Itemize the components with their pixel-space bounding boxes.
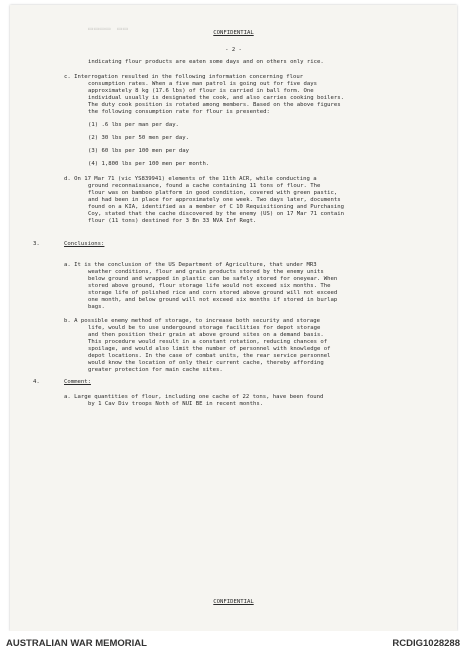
archive-id: RCDIG1028288	[392, 638, 460, 649]
text-line: life, would be to use undergound storage facilities for depot storage	[88, 325, 321, 331]
text-line: would know the location of only their current cache, thereby affording	[88, 360, 324, 366]
text-line: consumption rates. When a five man patrol is going out for five days	[88, 81, 318, 87]
text-line: indicating flour products are eaten some days and on others only rice.	[88, 59, 324, 65]
text-line: and then position their grain at above ground sites on a demand basis.	[88, 332, 324, 338]
text-line: storage life of polished rice and corn stored above ground will not exceed	[88, 290, 338, 296]
text-line: spoilage, and would also limit the number of personnel with knowledge of	[88, 346, 331, 352]
text-line: depot locations. In the case of combat units, the rear service personnel	[88, 353, 331, 359]
footer-classification: CONFIDENTIAL	[213, 599, 254, 605]
text-line: This procedure would result in a constant rotation, reducing chances of	[88, 339, 328, 345]
text-line: (2) 30 lbs per 50 men per day.	[88, 135, 190, 141]
section-number: 3.	[33, 241, 40, 247]
page-number: - 2 -	[225, 47, 242, 53]
text-line: by 1 Cav Div troops Noth of NUI BE in recent months.	[88, 401, 264, 407]
archive-watermark-bar	[0, 631, 467, 654]
text-line: (1) .6 lbs per man per day.	[88, 122, 179, 128]
archive-name: AUSTRALIAN WAR MEMORIAL	[6, 638, 147, 649]
text-line: the following consumption rate for flour is presented:	[88, 109, 270, 115]
text-line: flour (11 tons) destined for 3 Bn 33 NVA Inf Regt.	[88, 218, 257, 224]
text-line: individual usually is designated the cook, and also carries cooking boilers.	[88, 95, 344, 101]
text-line: Coy, stated that the cache discovered by the enemy (US) on 17 Mar 71 contain	[88, 211, 344, 217]
section-number: 4.	[33, 379, 40, 385]
text-line: bags.	[88, 304, 105, 310]
text-line: b. A possible enemy method of storage, to increase both security and storage	[64, 318, 320, 324]
text-line: below ground and wrapped in plastic can be safely stored for oneyear. When	[88, 276, 338, 282]
text-line: (4) 1,800 lbs per 100 men per month.	[88, 161, 210, 167]
faded-stamp: ▭▭▭▭ ▭▭	[88, 24, 129, 33]
text-line: stored above ground, flour storage life would not exceed six months. The	[88, 283, 331, 289]
document-page	[10, 5, 457, 631]
text-line: and had been in place for approximately one week. Two days later, documents	[88, 197, 341, 203]
text-line: c. Interrogation resulted in the following information concerning flour	[64, 74, 304, 80]
text-line: greater protection for main cache sites.	[88, 367, 223, 373]
text-line: ground reconnaissance, found a cache containing 11 tons of flour. The	[88, 183, 321, 189]
text-line: one month, and below ground will not exceed six months if stored in burlap	[88, 297, 338, 303]
section-heading: Conclusions:	[64, 241, 105, 247]
text-line: weather conditions, flour and grain products stored by the enemy units	[88, 269, 324, 275]
text-line: found on a KIA, identified as a member of C 10 Requisitioning and Purchasing	[88, 204, 344, 210]
text-line: a. It is the conclusion of the US Department of Agriculture, that under MR3	[64, 262, 317, 268]
text-line: flour was on bamboo platform in good condition, covered with green pastic,	[88, 190, 338, 196]
text-line: d. On 17 Mar 71 (vic YS839941) elements of the 11th ACR, while conducting a	[64, 176, 317, 182]
header-classification: CONFIDENTIAL	[213, 30, 254, 36]
section-heading: Comment:	[64, 379, 91, 385]
text-line: approximately 8 kg (17.6 lbs) of flour is carried in ball form. One	[88, 88, 314, 94]
text-line: The duty cook position is rotated among members. Based on the above figures	[88, 102, 341, 108]
text-line: a. Large quantities of flour, including one cache of 22 tons, have been found	[64, 394, 324, 400]
text-line: (3) 60 lbs per 100 men per day	[88, 148, 190, 154]
